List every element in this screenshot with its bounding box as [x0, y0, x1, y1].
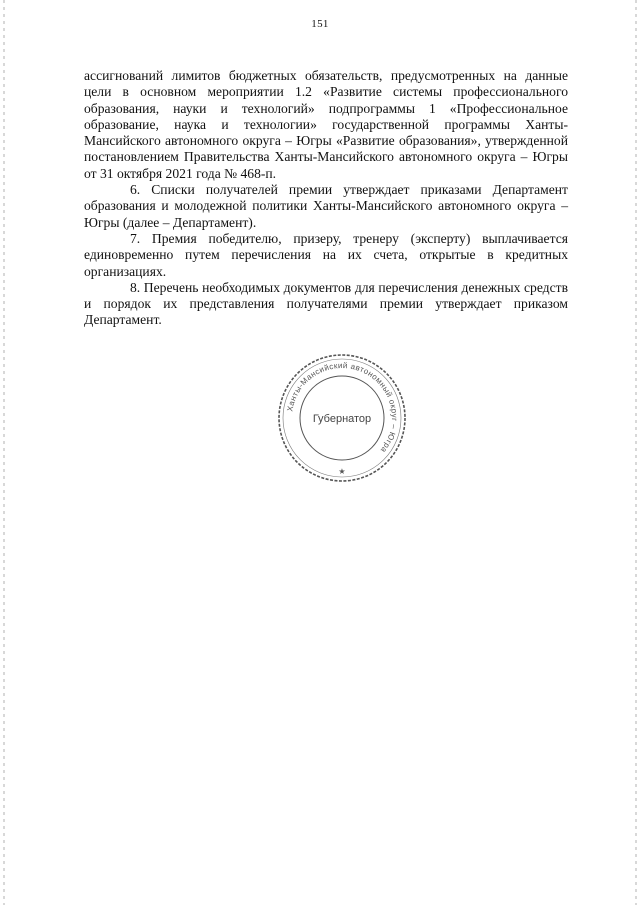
paragraph-item-7: 7. Премия победителю, призеру, тренеру (эксперту) выплачивается единовременно путем перечисления на их счета, открытые в кредитных организациях.: [84, 230, 568, 279]
paragraph-continuation: ассигнований лимитов бюджетных обязательств, предусмотренных на данные цели в основном мероприятии 1.2 «Развитие системы профессионального образования, науки и технологий» подпрограммы 1 «Профессиональное образование, наука и технологии» государственной программы Ханты-Мансийского автономного округа – Югры «Развитие образования», утвержденной постановлением Правительства Ханты-Мансийского автономного округа – Югры от 31 октября 2021 года № 468-п.: [84, 68, 568, 181]
document-body: [84, 68, 568, 329]
seal-star-icon: ★: [338, 467, 346, 476]
official-seal: [276, 352, 408, 484]
seal-center-text: Губернатор: [312, 413, 372, 425]
seal-ring-textpath: Ханты-Мансийский автономный округ – Югра: [285, 360, 400, 455]
scan-edge-right: [635, 0, 637, 905]
paragraph-item-8: 8. Перечень необходимых документов для перечисления денежных средств и порядок их представления получателями премии утверждает приказом Департамент.: [84, 279, 568, 328]
page-number: 151: [311, 18, 329, 30]
paragraph-item-6: 6. Списки получателей премии утверждает приказами Департамент образования и молодежной политики Ханты-Мансийского автономного округа – Югры (далее – Департамент).: [84, 182, 568, 230]
scan-edge-left: [3, 0, 5, 905]
